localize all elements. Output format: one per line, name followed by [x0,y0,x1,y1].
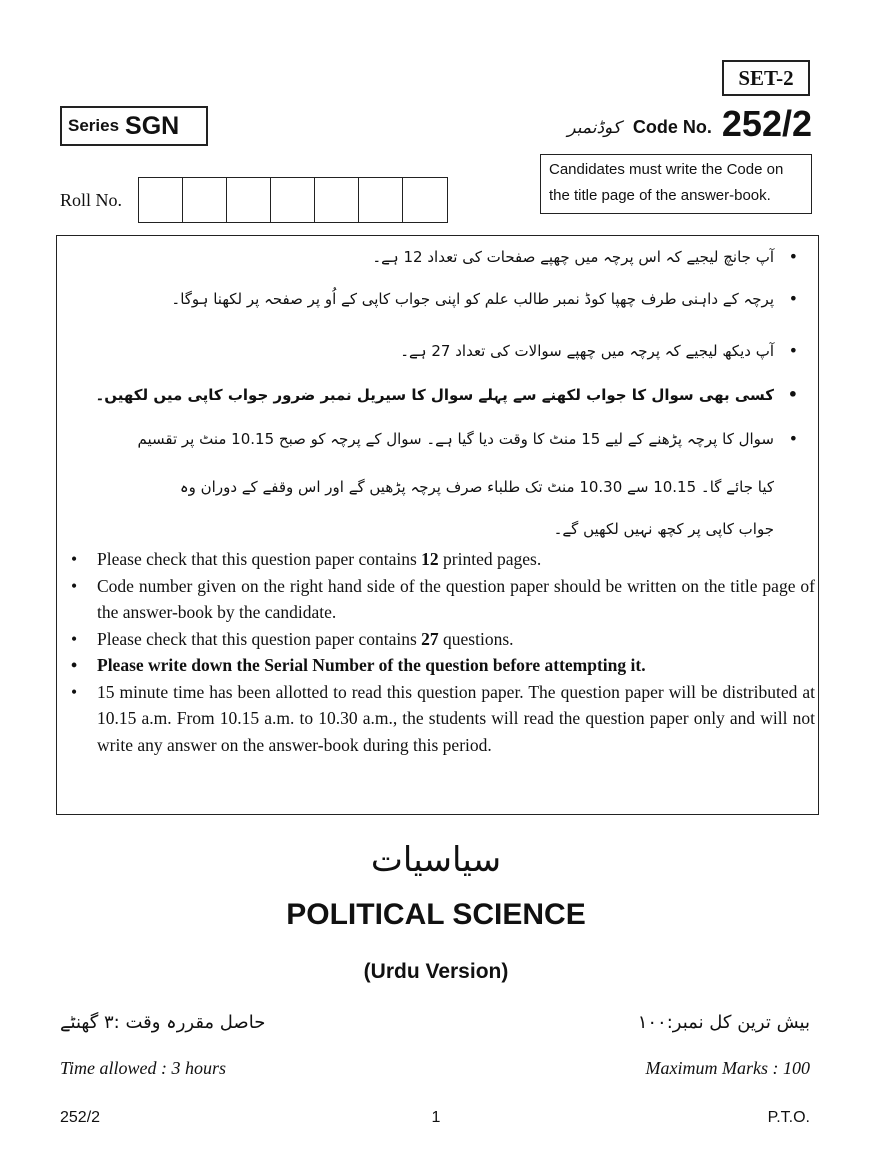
urdu-instruction: • آپ دیکھ لیجیے کہ پرچہ میں چھپے سوالات کی تعداد 27 ہے۔ [400,341,798,360]
english-instruction: • 15 minute time has been allotted to read this question paper. The question paper will be distributed at 10.15 a.m. From 10.15 a.m. to 10.30 a.m., the students will read the question paper only and will not write any answer on the answer-book during this period. [65,679,815,759]
roll-digit-box[interactable] [315,178,359,222]
series-value: SGN [125,111,180,140]
bullet-icon: • [788,247,798,266]
code-number-line [520,102,812,142]
code-note-line: Candidates must write the Code on [549,161,784,178]
roll-digit-box[interactable] [139,178,183,222]
time-allowed-urdu: حاصل مقررہ وقت :۳ گھنٹے [60,1012,266,1033]
version-subtitle: (Urdu Version) [363,960,509,983]
code-note-line: the title page of the answer-book. [549,187,771,204]
footer-pto: P.T.O. [767,1109,810,1126]
subject-title-urdu: سیاسیات [370,840,502,880]
bullet-icon: • [71,681,78,702]
series-label: Series [68,116,120,135]
roll-number-boxes[interactable] [138,177,448,223]
subject-title: POLITICAL SCIENCE [286,898,586,931]
english-instruction: • Please check that this question paper contains 12 printed pages. [65,546,815,573]
bullet-icon: • [788,429,798,448]
instructions-box [56,235,819,815]
roll-digit-box[interactable] [183,178,227,222]
urdu-instruction: • پرچہ کے داہنی طرف چھپا کوڈ نمبر طالب علم کو اپنی جواب کاپی کے اُو پر صفحہ پر لکھنا ہوگا۔ [171,289,798,308]
roll-digit-box[interactable] [359,178,403,222]
urdu-instruction: • کسی بھی سوال کا جواب لکھنے سے پہلے سوال کا سیریل نمبر ضرور جواب کاپی میں لکھیں۔ [95,385,798,404]
urdu-instruction-continued: جواب کاپی پر کچھ نہیں لکھیں گے۔ [553,520,774,538]
roll-digit-box[interactable] [227,178,271,222]
time-allowed: Time allowed : 3 hours [60,1058,227,1078]
bullet-icon: • [71,549,78,569]
code-label: Code No. [632,117,712,137]
code-note-box [540,154,812,214]
bullet-icon: • [71,655,78,675]
bullet-icon: • [788,341,798,360]
bullet-icon: • [71,628,78,649]
bullet-icon: • [71,575,78,596]
english-instruction: • Please check that this question paper contains 27 questions. [65,626,815,653]
set-label: SET-2 [722,60,810,96]
maximum-marks: Maximum Marks : 100 [645,1058,810,1078]
urdu-instruction: • آپ جانچ لیجیے کہ اس پرچہ میں چھپے صفحات کی تعداد 12 ہے۔ [372,247,798,266]
urdu-instruction-continued: کیا جائے گا۔ 10.15 سے 10.30 منٹ تک طلباء صرف پرچہ پڑھیں گے اور اس وقفے کے دوران وہ [179,478,774,496]
maximum-marks-urdu: بیش ترین کل نمبر:۱۰۰ [637,1012,810,1033]
roll-number-label: Roll No. [60,190,123,210]
series-box [60,106,208,146]
english-instruction: • Please write down the Serial Number of the question before attempting it. [65,652,815,679]
english-instructions [65,546,815,758]
code-urdu-label: کوڈنمبر [567,118,621,138]
english-instruction: • Code number given on the right hand side of the question paper should be written on the title page of the answer-book by the candidate. [65,573,815,626]
urdu-instruction: • سوال کا پرچہ پڑھنے کے لیے 15 منٹ کا وقت دیا گیا ہے۔ سوال کے پرچہ کو صبح 10.15 منٹ پر تقسیم [137,429,798,448]
bullet-icon: • [787,385,798,404]
bullet-icon: • [788,289,798,308]
page-number: 1 [431,1109,441,1126]
roll-digit-box[interactable] [403,178,447,222]
roll-digit-box[interactable] [271,178,315,222]
footer-code: 252/2 [60,1109,101,1126]
code-value: 252/2 [721,103,812,144]
